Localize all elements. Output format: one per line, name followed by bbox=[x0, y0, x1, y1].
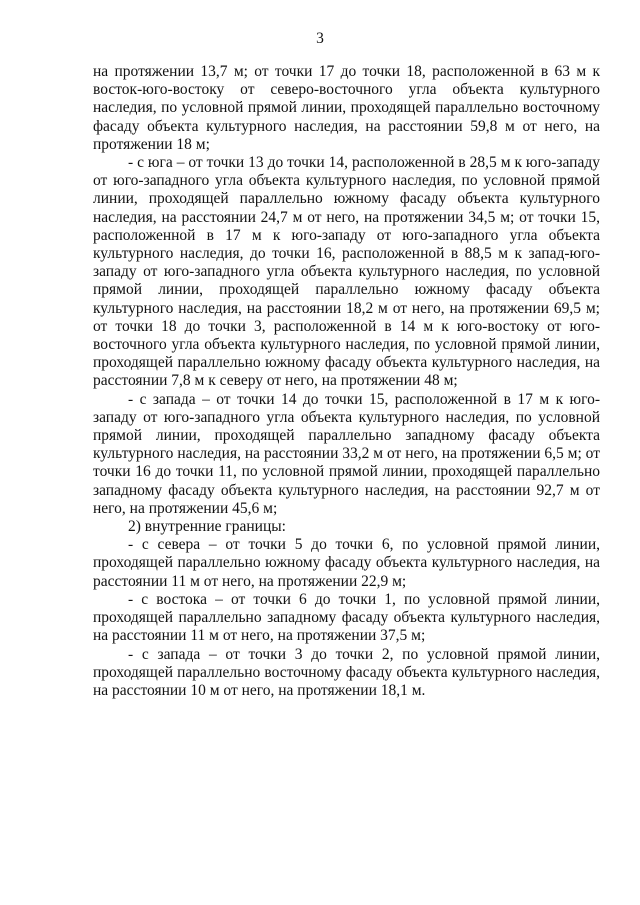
paragraph-west: - с запада – от точки 14 до точки 15, расположенной в 17 м к юго-западу от юго-западного угла объекта культурного наследия, по условной прямой линии, проходящей параллельно западному фасаду объекта культурного наследия, на расстоянии 33,2 м от него, на протяжении 6,5 м; от точки 16 до точки 11, по условной прямой линии, проходящей параллельно западному фасаду объекта культурного наследия, на расстоянии 92,7 м от него, на протяжении 45,6 м; bbox=[93, 390, 600, 517]
paragraph-internal-west: - с запада – от точки 3 до точки 2, по условной прямой линии, проходящей параллельно восточному фасаду объекта культурного наследия, на расстоянии 10 м от него, на протяжении 18,1 м. bbox=[93, 645, 600, 699]
paragraph-internal-north: - с севера – от точки 5 до точки 6, по условной прямой линии, проходящей параллельно южному фасаду объекта культурного наследия, на расстоянии 11 м от него, на протяжении 22,9 м; bbox=[93, 536, 600, 590]
paragraph-continuation: на протяжении 13,7 м; от точки 17 до точки 18, расположенной в 63 м к восток-юго-востоку от северо-восточного угла объекта культурного наследия, по условной прямой линии, проходящей параллельно восточному фасаду объекта культурного наследия, на расстоянии 59,8 м от него, на протяжении 18 м; bbox=[93, 63, 600, 153]
paragraph-internal-east: - с востока – от точки 6 до точки 1, по условной прямой линии, проходящей параллельно западному фасаду объекта культурного наследия, на расстоянии 11 м от него, на протяжении 37,5 м; bbox=[93, 590, 600, 645]
heading-internal-boundaries: 2) внутренние границы: bbox=[128, 518, 286, 536]
document-body bbox=[93, 63, 600, 700]
page-number: 3 bbox=[316, 30, 324, 47]
paragraph-south: - с юга – от точки 13 до точки 14, расположенной в 28,5 м к юго-западу от юго-западного угла объекта культурного наследия, по условной прямой линии, проходящей параллельно южному фасаду объекта культурного наследия, на расстоянии 24,7 м от него, на протяжении 34,5 м; от точки 15, расположенной в 17 м к юго-западу от юго-западного угла объекта культурного наследия, до точки 16, расположенной в 88,5 м к запад-юго-западу от юго-западного угла объекта культурного наследия, по условной прямой линии, проходящей параллельно южному фасаду объекта культурного наследия, на расстоянии 18,2 м от него, на протяжении 69,5 м; от точки 18 до точки 3, расположенной в 14 м к юго-востоку от юго-восточного угла объекта культурного наследия, по условной прямой линии, проходящей параллельно южному фасаду объекта культурного наследия, на расстоянии 7,8 м к северу от него, на протяжении 48 м; bbox=[93, 154, 600, 390]
